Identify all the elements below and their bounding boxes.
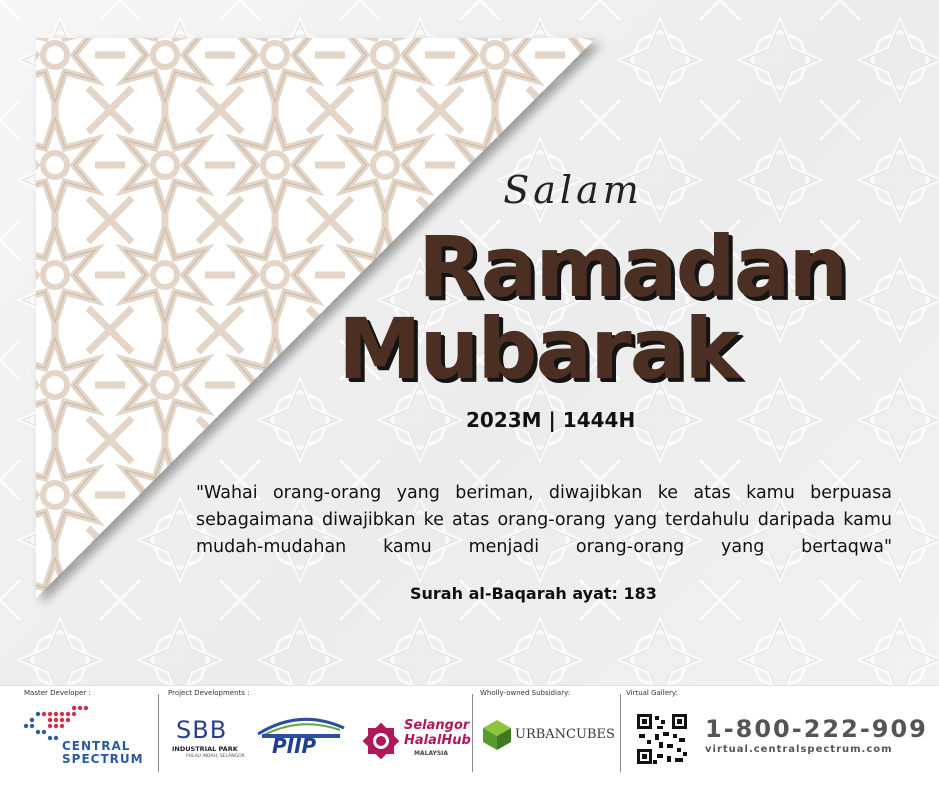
halal-hub-emblem-icon (360, 720, 402, 762)
divider (158, 694, 159, 772)
halal-hub-line2: HalalHub (404, 733, 471, 748)
divider (472, 694, 473, 772)
central-spectrum-line2: SPECTRUM (62, 752, 144, 766)
virtual-gallery-label: Virtual Gallery: (626, 689, 678, 697)
urbancubes-cube-icon (481, 718, 513, 752)
central-spectrum-line1: CENTRAL (62, 739, 131, 753)
halal-hub-line1: Selangor (404, 718, 470, 733)
verse-quote: "Wahai orang-orang yang beriman, diwajibkan ke atas kamu berpuasa sebagaimana diwajibkan ke atas orang-orang yang terdahulu daripada kamu mudah-mudahan kamu menjadi orang-orang yang bertaqwa" (196, 483, 892, 557)
central-spectrum-dots-icon (20, 704, 100, 744)
greeting-salam: Salam (503, 168, 643, 212)
divider (620, 694, 621, 772)
sponsor-footer (0, 685, 939, 788)
subsidiary-label: Wholly-owned Subsidiary: (480, 689, 571, 697)
hotline-number[interactable]: 1-800-222-909 (705, 715, 928, 743)
year-label: 2023M | 1444H (466, 408, 636, 432)
greeting-mubarak: Mubarak (338, 300, 739, 398)
greeting-ramadan: Ramadan (418, 218, 847, 316)
project-developments-label: Project Developments : (168, 689, 250, 697)
sbb-location: PULAU INDAH, SELANGOR (186, 754, 245, 759)
sbb-subtitle: INDUSTRIAL PARK (172, 745, 238, 753)
piip-logo: PIIP (272, 734, 317, 758)
sbb-logo: SBB (176, 716, 228, 744)
website-link[interactable]: virtual.centralspectrum.com (705, 744, 893, 755)
qr-code-icon[interactable] (637, 714, 687, 764)
halal-hub-line3: MALAYSIA (414, 750, 449, 757)
master-developer-label: Master Developer : (24, 689, 91, 697)
urbancubes-logo: URBANCUBES (515, 727, 615, 742)
verse-reference: Surah al-Baqarah ayat: 183 (410, 584, 657, 603)
